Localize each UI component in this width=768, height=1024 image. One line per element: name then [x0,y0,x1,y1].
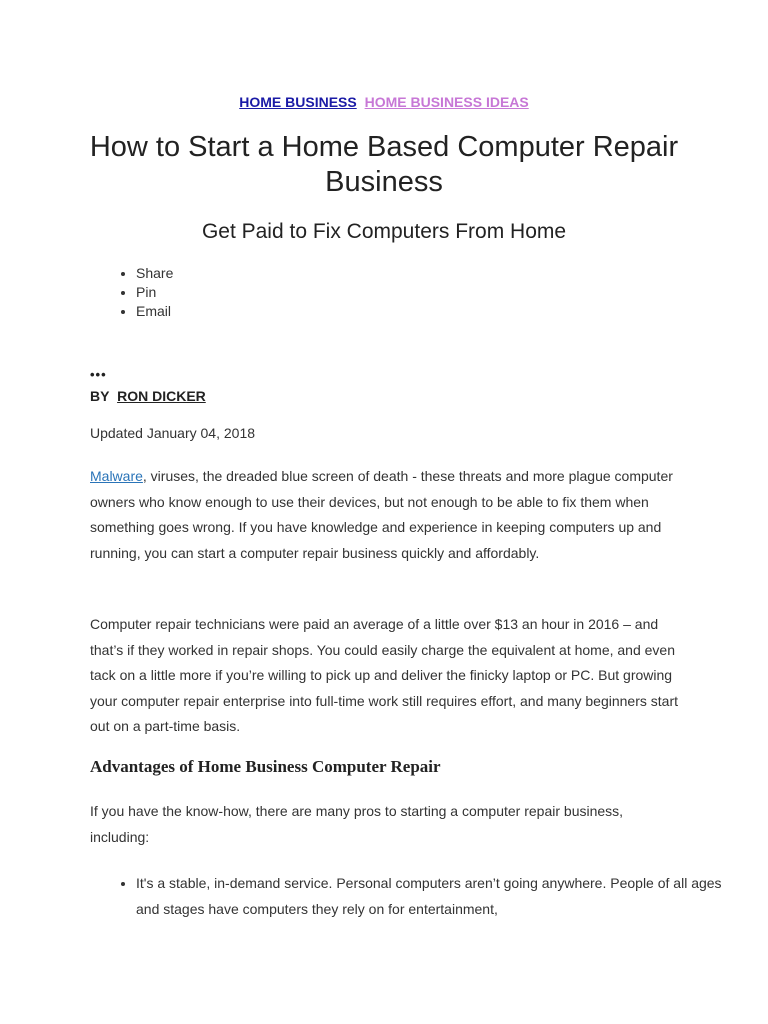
malware-link[interactable]: Malware [90,468,143,484]
list-item: • It's a stable, in-demand service. Personal computers aren’t going anywhere. People of all ages and stages have computers they rely on for entertainment, [136,870,726,922]
author-link[interactable]: RON DICKER [117,388,206,404]
byline-prefix: BY [90,388,110,404]
pros-list [90,870,726,922]
share-list [90,264,173,321]
more-options-icon[interactable]: ••• [90,367,107,382]
article-title: How to Start a Home Based Computer Repair Business [89,131,679,198]
breadcrumb [0,93,768,111]
share-item-share[interactable]: • Share [136,264,173,283]
breadcrumb-home-business-ideas-link[interactable]: HOME BUSINESS IDEAS [364,94,529,110]
article-subtitle: Get Paid to Fix Computers From Home [201,220,567,243]
article-paragraph-1 [90,464,680,566]
breadcrumb-home-business-link[interactable]: HOME BUSINESS [239,94,357,110]
byline [90,387,206,405]
share-item-pin[interactable]: • Pin [136,283,173,302]
section-heading: Advantages of Home Business Computer Repair [90,757,441,776]
article-paragraph-3: If you have the know-how, there are many pros to starting a computer repair business, including: [90,803,624,845]
share-item-email[interactable]: • Email [136,302,173,321]
paragraph-1-text: , viruses, the dreaded blue screen of death - these threats and more plague computer owners who know enough to use their devices, but not enough to be able to fix them when something goes wrong. If you have knowledge and experience in keeping computers up and running, you can start a computer repair business quickly and affordably. [90,468,673,561]
article-paragraph-2: Computer repair technicians were paid an average of a little over $13 an hour in 2016 – and that’s if they worked in repair shops. You could easily charge the equivalent at home, and even tack on a little more if you’re willing to pick up and deliver the finicky laptop or PC. But growing your computer repair enterprise into full-time work still requires effort, and many beginners start out on a part-time basis. [90,616,678,734]
updated-date: Updated January 04, 2018 [90,425,256,441]
